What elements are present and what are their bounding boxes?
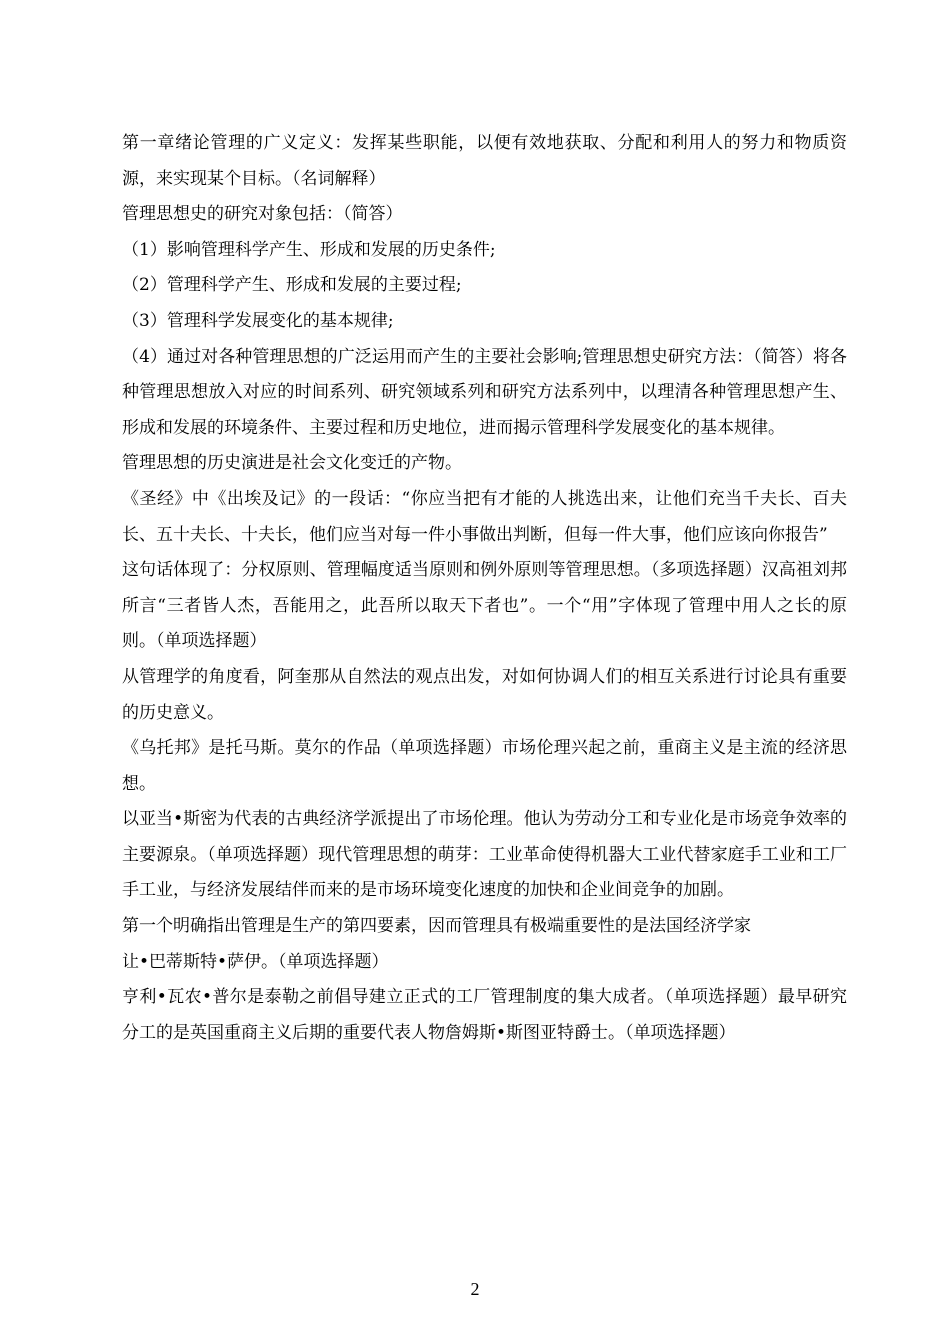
paragraph-research-objects: 管理思想史的研究对象包括：（简答） [122, 204, 403, 225]
paragraph-definition: 第一章绪论管理的广义定义：发挥某些职能，以便有效地获取、分配和利用人的努力和物质资源，来实现某个目标。（名词解释） [122, 133, 847, 189]
paragraph-say: 让•巴蒂斯特•萨伊。（单项选择题） [122, 951, 389, 972]
list-item-2: （2）管理科学产生、形成和发展的主要过程; [122, 275, 462, 296]
list-item-1: （1）影响管理科学产生、形成和发展的历史条件; [122, 239, 496, 260]
list-item-3: （3）管理科学发展变化的基本规律; [122, 310, 394, 331]
paragraph-adam-smith: 以亚当•斯密为代表的古典经济学派提出了市场伦理。他认为劳动分工和专业化是市场竞争效率的主要源泉。（单项选择题）现代管理思想的萌芽：工业革命使得机器大工业代替家庭手工业和工厂手工业，与经济发展结伴而来的是市场环境变化速度的加快和企业间竞争的加剧。 [122, 809, 847, 901]
paragraph-utopia: 《乌托邦》是托马斯。莫尔的作品（单项选择题）市场伦理兴起之前，重商主义是主流的经济思想。 [122, 738, 847, 794]
list-item-4: （4）通过对各种管理思想的广泛运用而产生的主要社会影响;管理思想史研究方法：（简答）将各种管理思想放入对应的时间系列、研究领域系列和研究方法系列中，以理清各种管理思想产生、形成和发展的环境条件、主要过程和历史地位，进而揭示管理科学发展变化的基本规律。 [122, 346, 847, 438]
paragraph-bible-quote: 《圣经》中《出埃及记》的一段话：“你应当把有才能的人挑选出来，让他们充当千夫长、百夫长、五十夫长、十夫长，他们应当对每一件小事做出判断，但每一件大事，他们应该向你报告” [122, 488, 847, 545]
paragraph-fourth-factor: 第一个明确指出管理是生产的第四要素，因而管理具有极端重要性的是法国经济学家 [122, 916, 751, 937]
paragraph-principles: 这句话体现了：分权原则、管理幅度适当原则和例外原则等管理思想。（多项选择题）汉高祖刘邦所言“三者皆人杰，吾能用之，此吾所以取天下者也”。一个“用”字体现了管理中用人之长的原则。（单项选择题） [122, 560, 847, 652]
paragraph-evolution: 管理思想的历史演进是社会文化变迁的产物。 [122, 453, 462, 474]
document-body [122, 126, 847, 1051]
paragraph-poor: 亨利•瓦农•普尔是泰勒之前倡导建立正式的工厂管理制度的集大成者。（单项选择题）最早研究分工的是英国重商主义后期的重要代表人物詹姆斯•斯图亚特爵士。（单项选择题） [122, 987, 847, 1043]
page-number: 2 [470, 1279, 480, 1299]
paragraph-aquinas: 从管理学的角度看，阿奎那从自然法的观点出发，对如何协调人们的相互关系进行讨论具有重要的历史意义。 [122, 666, 847, 723]
